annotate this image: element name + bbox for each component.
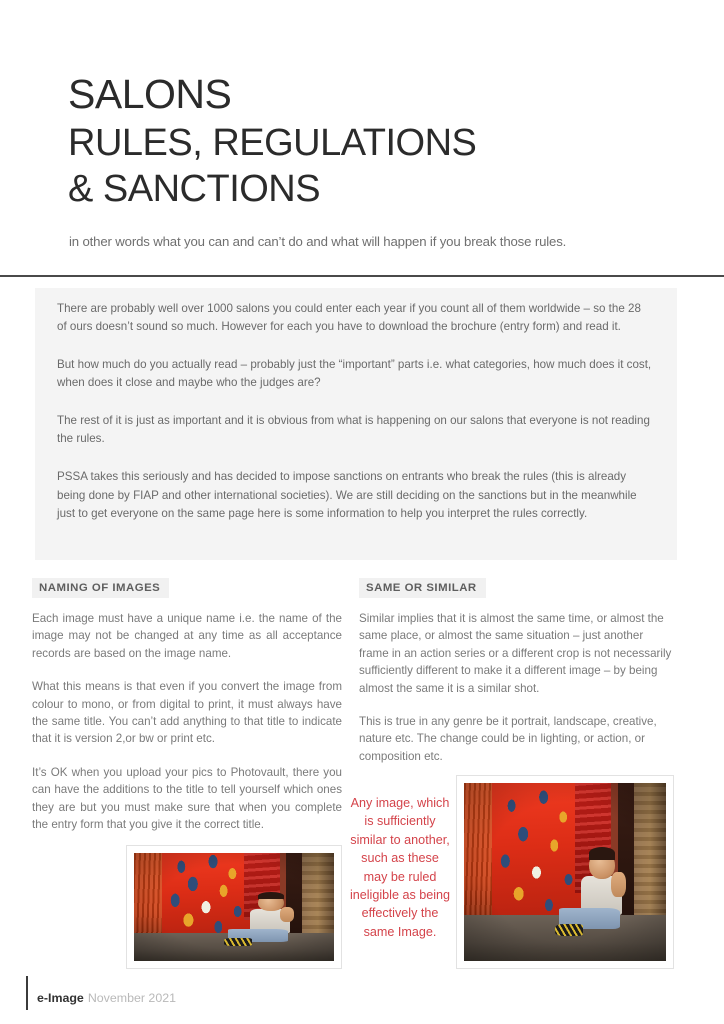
footer-date: November 2021 xyxy=(87,991,176,1005)
intro-panel xyxy=(35,288,677,560)
footer-accent-bar xyxy=(26,976,28,1010)
section-heading-naming-of-images: NAMING OF IMAGES xyxy=(32,578,169,598)
photo-left-cropped-version xyxy=(127,846,341,968)
photo-right-image xyxy=(464,783,666,961)
naming-paragraph-1: Each image must have a unique name i.e. the name of the image may not be changed at any time as all acceptance records are based on the image name. xyxy=(32,612,342,660)
intro-paragraph-3: The rest of it is just as important and it is obvious from what is happening on our salons that everyone is not reading the rules. xyxy=(57,414,650,446)
intro-paragraph-2: But how much do you actually read – probably just the “important” parts i.e. what categories, how much does it cost, when does it close and maybe who the judges are? xyxy=(57,358,652,390)
page-subtitle: in other words what you can and can’t do and what will happen if you break those rules. xyxy=(69,234,567,249)
masthead xyxy=(0,0,724,276)
intro-paragraph-4: PSSA takes this seriously and has decided to impose sanctions on entrants who break the rules (this is already being done by FIAP and other international societies). We are still deciding on the sanctions but in the meanwhile just to get everyone on the same page here is some information to help you interpret the rules correctly. xyxy=(57,470,637,520)
title-line-rules-regulations: RULES, REGULATIONS xyxy=(68,122,477,164)
section-heading-same-or-similar: SAME OR SIMILAR xyxy=(359,578,486,598)
page-footer xyxy=(0,976,724,1024)
caption-similar-images: Any image, which is sufficiently similar to another, such as these may be ruled ineligible as being effectively the same Image. xyxy=(349,796,451,939)
similar-paragraph-1: Similar implies that it is almost the same time, or almost the same place, or almost the same situation – just another frame in an action series or a different crop is not necessarily sufficiently different to make it a different image – by being almost the same it is a similar shot. xyxy=(359,612,672,695)
header-divider xyxy=(0,275,724,277)
naming-paragraph-3: It’s OK when you upload your pics to Photovault, there you can have the additions to the title to tell yourself which ones they are but you must make sure that when you complete the entry form that you give it the correct title. xyxy=(32,765,342,831)
naming-paragraph-2: What this means is that even if you convert the image from colour to mono, or from digital to print, it must always have the same title. You can’t add anything to that title to indicate that it is version 2,or bw or print etc. xyxy=(32,680,342,746)
title-line-sanctions: & SANCTIONS xyxy=(68,168,321,210)
photo-right-full-version xyxy=(457,776,673,968)
column-same-or-similar xyxy=(359,578,675,765)
photo-left-image xyxy=(134,853,334,961)
footer-text xyxy=(37,991,176,1005)
intro-paragraph-1: There are probably well over 1000 salons you could enter each year if you count all of them worldwide – so the 28 of ours doesn’t sound so much. However for each you have to download the brochure (entry form) and read it. xyxy=(57,302,641,334)
similar-paragraph-2: This is true in any genre be it portrait, landscape, creative, nature etc. The change could be in lighting, or action, or composition etc. xyxy=(359,714,657,763)
title-line-salons: SALONS xyxy=(68,71,232,117)
footer-brand: e-Image xyxy=(37,991,84,1005)
column-naming-of-images xyxy=(32,578,342,833)
page-title xyxy=(68,71,477,210)
